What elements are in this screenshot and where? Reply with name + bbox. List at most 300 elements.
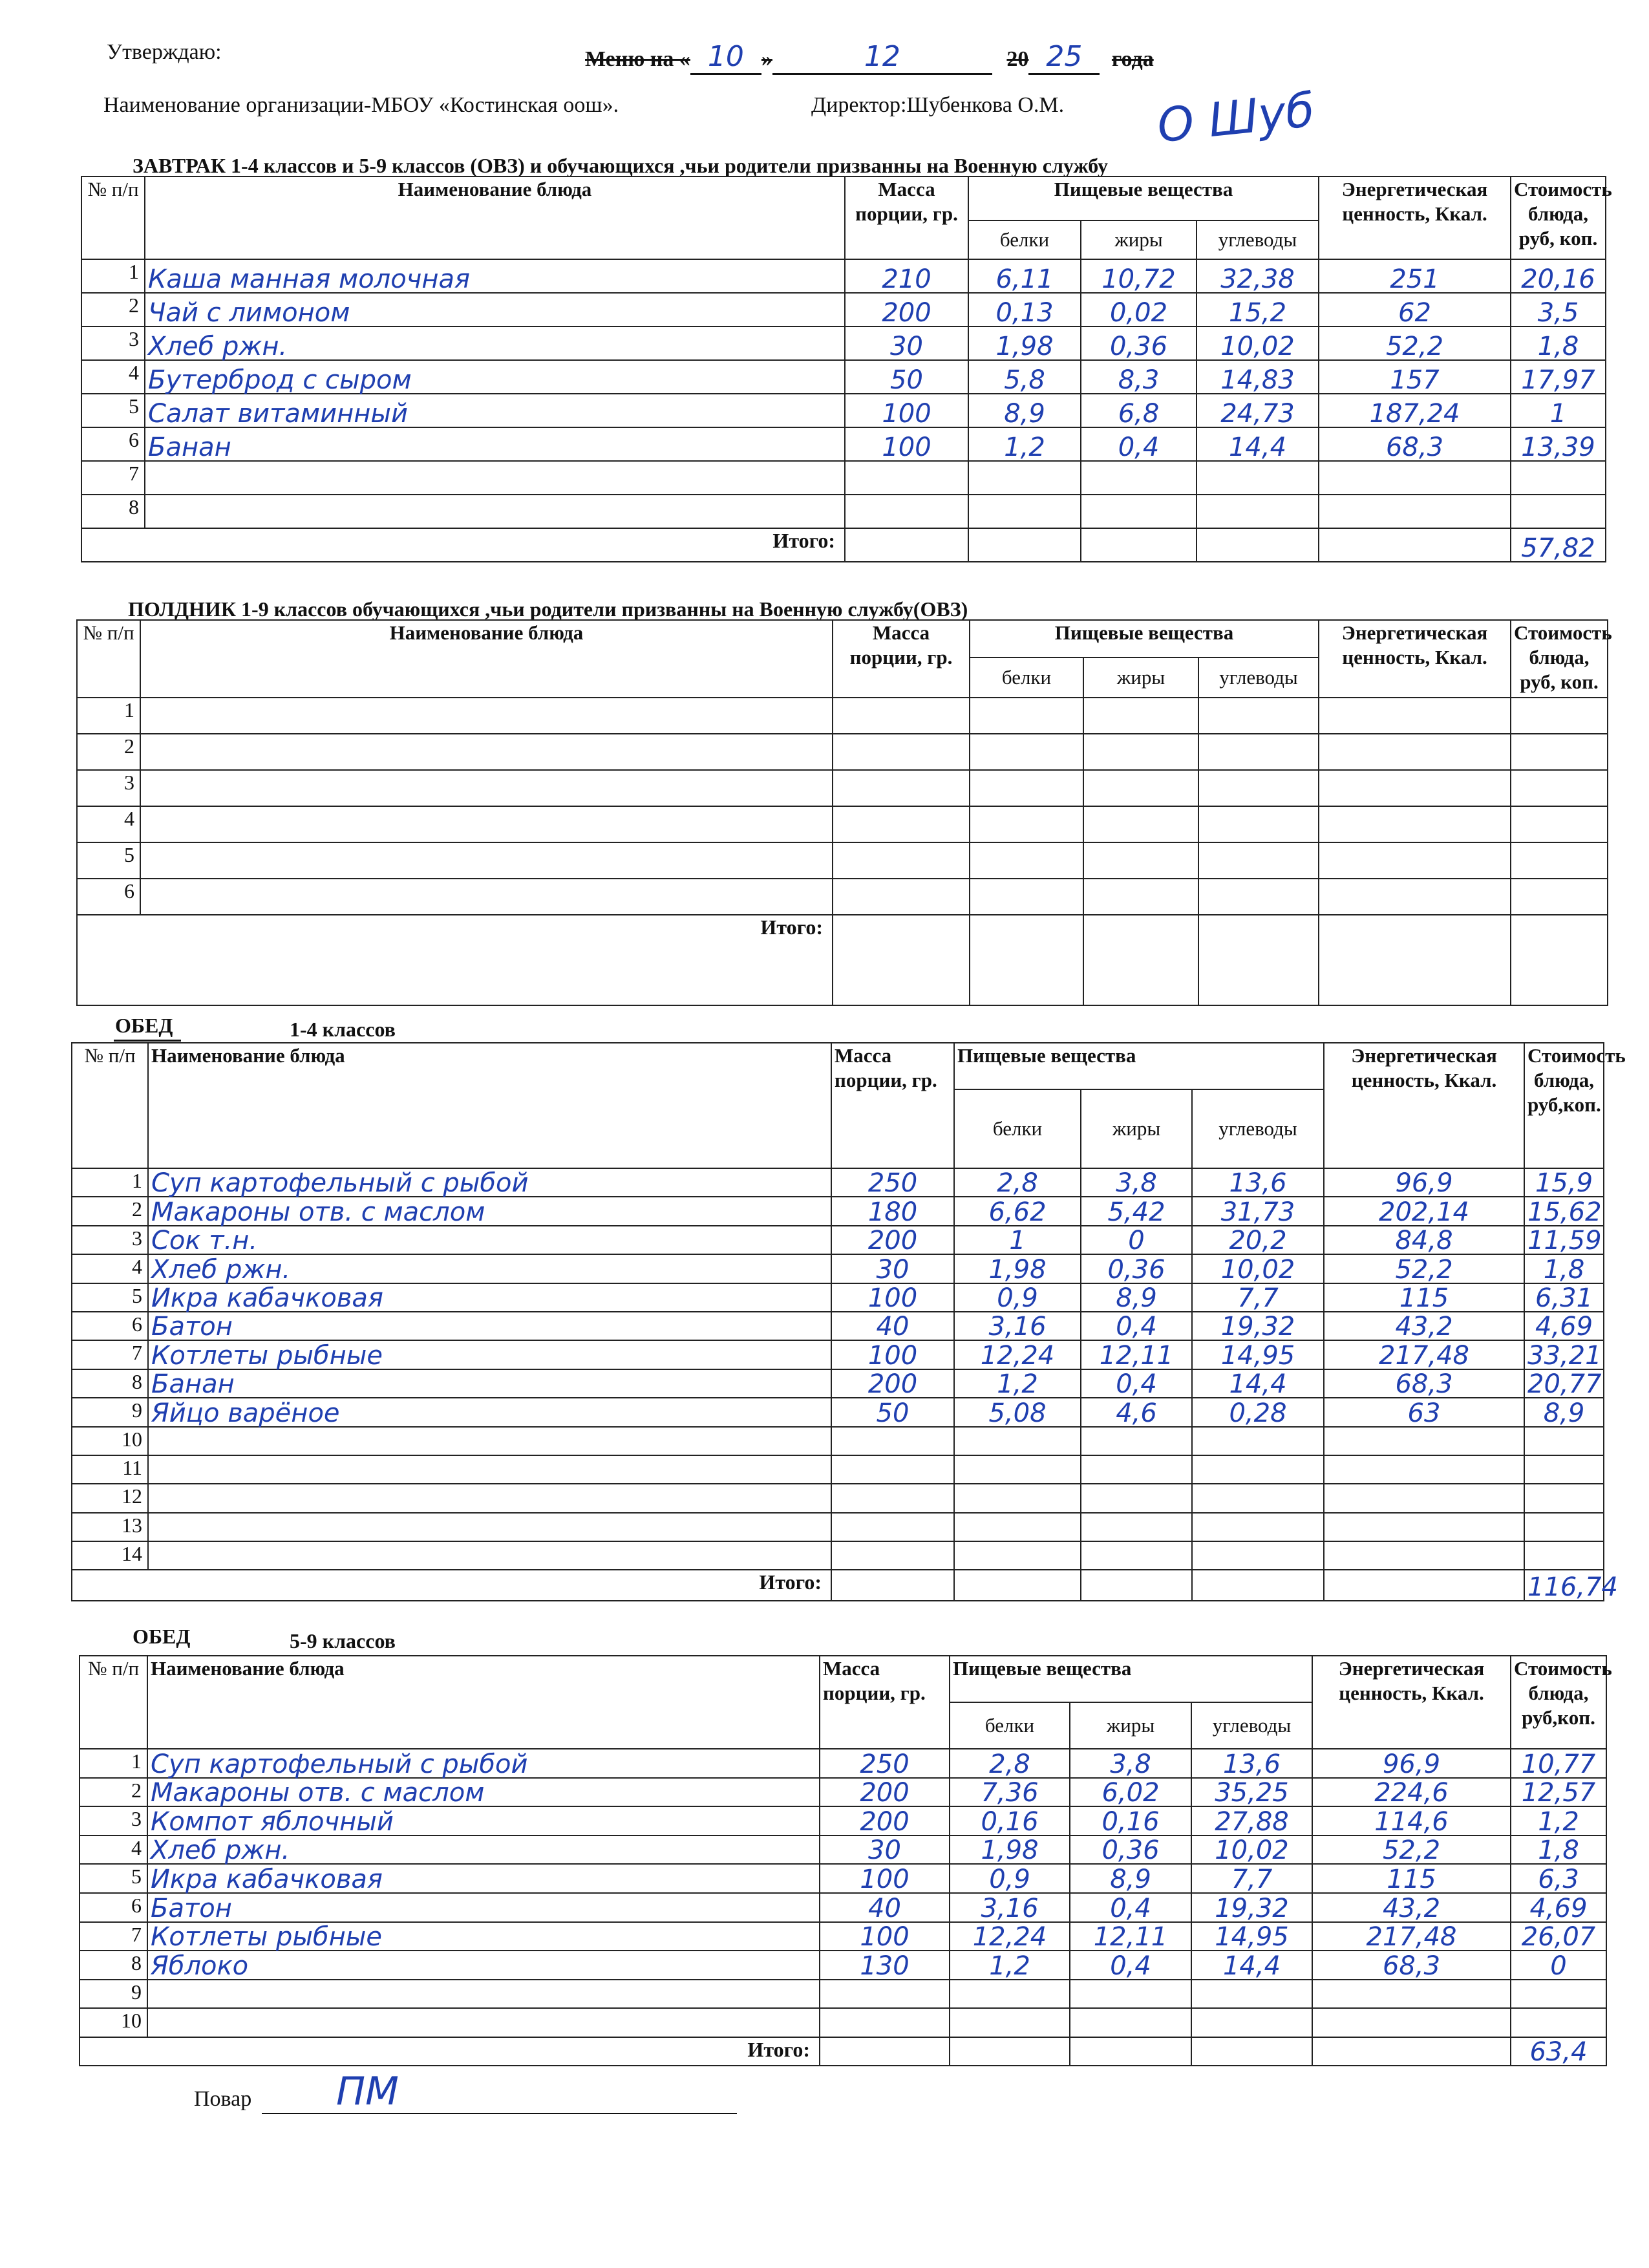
menu-date-line	[585, 40, 1154, 75]
dish-protein: 2,8	[950, 1749, 1070, 1778]
dish-fat	[1081, 1484, 1192, 1512]
dish-energy: 187,24	[1319, 394, 1511, 427]
total-label: Итого:	[72, 1570, 831, 1601]
row-num: 8	[81, 495, 145, 528]
dish-cost	[1524, 1541, 1604, 1570]
dish-mass	[833, 806, 970, 842]
dish-mass: 250	[820, 1749, 950, 1778]
row-num: 13	[72, 1513, 148, 1541]
col-energy: Энергетическая ценность, Ккал.	[1319, 620, 1511, 698]
dish-carbs: 13,6	[1192, 1168, 1324, 1197]
dish-energy: 43,2	[1312, 1893, 1511, 1922]
dish-fat: 12,11	[1081, 1340, 1192, 1369]
table-row	[72, 1340, 1604, 1369]
row-num: 2	[77, 734, 140, 770]
dish-protein	[950, 2008, 1070, 2037]
dish-name	[140, 842, 833, 879]
dish-name: Суп картофельный с рыбой	[147, 1749, 820, 1778]
col-carbs: углеводы	[1192, 1089, 1324, 1168]
dish-name: Хлеб ржн.	[145, 326, 845, 360]
dish-mass: 200	[831, 1369, 954, 1398]
col-cost: Стоимость блюда, руб,коп.	[1524, 1043, 1604, 1168]
row-num: 6	[80, 1893, 147, 1922]
row-num: 1	[80, 1749, 147, 1778]
dish-energy	[1324, 1427, 1524, 1455]
lunch14-table	[71, 1042, 1626, 1603]
dish-cost: 0	[1511, 1951, 1606, 1980]
dish-energy: 84,8	[1324, 1226, 1524, 1254]
col-name: Наименование блюда	[147, 1656, 820, 1749]
dish-fat: 6,8	[1081, 394, 1197, 427]
dish-mass	[833, 879, 970, 915]
table-row	[72, 1513, 1604, 1541]
dish-cost: 13,39	[1511, 427, 1606, 461]
dish-fat: 8,9	[1070, 1864, 1191, 1893]
lunch59-subtitle: 5-9 классов	[290, 1629, 396, 1653]
dish-carbs: 10,02	[1192, 1254, 1324, 1283]
col-mass: Масса порции, гр.	[833, 620, 970, 698]
col-energy: Энергетическая ценность, Ккал.	[1324, 1043, 1524, 1168]
dish-fat	[1083, 734, 1198, 770]
cook-label: Повар	[194, 2087, 252, 2111]
dish-fat: 0,36	[1081, 1254, 1192, 1283]
row-num: 5	[77, 842, 140, 879]
col-cost: Стоимость блюда, руб,коп.	[1511, 1656, 1606, 1749]
dish-protein: 1,2	[954, 1369, 1081, 1398]
table-row	[77, 842, 1608, 879]
col-fat: жиры	[1081, 220, 1197, 259]
dish-cost: 8,9	[1524, 1398, 1604, 1426]
dish-energy: 62	[1319, 293, 1511, 326]
dish-fat: 0,02	[1081, 293, 1197, 326]
dish-fat: 3,8	[1081, 1168, 1192, 1197]
table-row	[77, 734, 1608, 770]
dish-name: Макароны отв. с маслом	[148, 1197, 831, 1225]
table-row	[81, 259, 1606, 293]
dish-fat: 6,02	[1070, 1778, 1191, 1807]
row-num: 3	[77, 770, 140, 806]
table-row	[81, 427, 1606, 461]
dish-cost	[1511, 770, 1608, 806]
dish-mass: 30	[831, 1254, 954, 1283]
row-num: 10	[72, 1427, 148, 1455]
dish-fat: 0	[1081, 1226, 1192, 1254]
dish-fat	[1081, 1455, 1192, 1484]
dish-energy: 202,14	[1324, 1197, 1524, 1225]
col-num: № п/п	[72, 1043, 148, 1168]
dish-fat	[1083, 698, 1198, 734]
dish-cost: 33,21	[1524, 1340, 1604, 1369]
dish-cost: 17,97	[1511, 360, 1606, 394]
dish-energy	[1324, 1484, 1524, 1512]
dish-name	[145, 495, 845, 528]
dish-mass	[833, 698, 970, 734]
dish-mass: 210	[845, 259, 968, 293]
table-row	[72, 1197, 1604, 1225]
col-num: № п/п	[77, 620, 140, 698]
row-num: 4	[80, 1835, 147, 1865]
table-row	[72, 1226, 1604, 1254]
col-name: Наименование блюда	[145, 177, 845, 259]
dish-name	[147, 2008, 820, 2037]
dish-name	[140, 879, 833, 915]
col-mass: Масса порции, гр.	[831, 1043, 954, 1168]
dish-fat: 10,72	[1081, 259, 1197, 293]
dish-energy: 114,6	[1312, 1806, 1511, 1835]
dish-mass: 250	[831, 1168, 954, 1197]
dish-name	[140, 770, 833, 806]
dish-protein: 0,9	[954, 1283, 1081, 1312]
table-row	[77, 806, 1608, 842]
row-num: 2	[72, 1197, 148, 1225]
dish-protein: 1,2	[950, 1951, 1070, 1980]
dish-protein: 3,16	[950, 1893, 1070, 1922]
dish-cost	[1511, 879, 1608, 915]
row-num: 1	[77, 698, 140, 734]
dish-energy: 68,3	[1319, 427, 1511, 461]
dish-energy: 63	[1324, 1398, 1524, 1426]
col-carbs: углеводы	[1197, 220, 1319, 259]
director-label: Директор:Шубенкова О.М.	[811, 93, 1065, 117]
director-signature: О Шуб	[1154, 82, 1317, 153]
dish-fat	[1083, 770, 1198, 806]
dish-carbs: 14,95	[1192, 1340, 1324, 1369]
dish-cost: 20,16	[1511, 259, 1606, 293]
dish-mass	[845, 461, 968, 495]
dish-carbs	[1191, 1980, 1312, 2009]
dish-carbs	[1197, 495, 1319, 528]
dish-mass: 200	[820, 1778, 950, 1807]
col-fat: жиры	[1070, 1702, 1191, 1749]
table-row	[72, 1283, 1604, 1312]
dish-carbs: 20,2	[1192, 1226, 1324, 1254]
dish-name: Батон	[147, 1893, 820, 1922]
dish-fat	[1083, 842, 1198, 879]
dish-energy: 52,2	[1324, 1254, 1524, 1283]
col-cost: Стоимость блюда, руб, коп.	[1511, 177, 1606, 259]
col-energy: Энергетическая ценность, Ккал.	[1312, 1656, 1511, 1749]
dish-mass: 100	[820, 1922, 950, 1951]
dish-name	[147, 1980, 820, 2009]
dish-fat: 0,4	[1070, 1893, 1191, 1922]
dish-mass	[820, 2008, 950, 2037]
dish-mass	[831, 1455, 954, 1484]
dish-name: Икра кабачковая	[147, 1864, 820, 1893]
total-row	[81, 528, 1606, 562]
dish-cost	[1511, 495, 1606, 528]
dish-cost	[1524, 1484, 1604, 1512]
dish-carbs: 14,4	[1197, 427, 1319, 461]
dish-energy: 68,3	[1312, 1951, 1511, 1980]
dish-protein: 0,13	[968, 293, 1081, 326]
dish-mass: 100	[831, 1340, 954, 1369]
menu-year: 25	[1028, 40, 1100, 75]
table-row	[77, 879, 1608, 915]
dish-carbs	[1198, 842, 1319, 879]
dish-protein	[954, 1427, 1081, 1455]
total-cost: 57,82	[1511, 528, 1606, 562]
year-prefix: 20	[1006, 47, 1029, 71]
row-num: 9	[80, 1980, 147, 2009]
dish-carbs: 7,7	[1192, 1283, 1324, 1312]
dish-cost: 1,2	[1511, 1806, 1606, 1835]
dish-carbs: 0,28	[1192, 1398, 1324, 1426]
dish-cost: 1,8	[1524, 1254, 1604, 1283]
approve-label: Утверждаю:	[107, 40, 222, 64]
col-protein: белки	[968, 220, 1081, 259]
dish-protein: 5,8	[968, 360, 1081, 394]
dish-fat	[1081, 461, 1197, 495]
dish-cost: 6,31	[1524, 1283, 1604, 1312]
dish-mass: 180	[831, 1197, 954, 1225]
dish-protein	[970, 770, 1083, 806]
table-row	[81, 394, 1606, 427]
table-row	[81, 293, 1606, 326]
dish-protein	[970, 806, 1083, 842]
dish-cost: 1,8	[1511, 326, 1606, 360]
dish-name: Банан	[148, 1369, 831, 1398]
dish-cost: 15,9	[1524, 1168, 1604, 1197]
col-fat: жиры	[1083, 658, 1198, 698]
dish-cost: 3,5	[1511, 293, 1606, 326]
dish-mass: 50	[831, 1398, 954, 1426]
row-num: 3	[81, 326, 145, 360]
dish-carbs	[1192, 1455, 1324, 1484]
dish-mass: 30	[845, 326, 968, 360]
dish-carbs	[1192, 1541, 1324, 1570]
dish-energy: 43,2	[1324, 1312, 1524, 1340]
dish-protein: 3,16	[954, 1312, 1081, 1340]
dish-carbs	[1192, 1484, 1324, 1512]
lunch14-subtitle: 1-4 классов	[290, 1018, 396, 1041]
col-mass: Масса порции, гр.	[820, 1656, 950, 1749]
row-num: 5	[80, 1864, 147, 1893]
dish-cost	[1511, 2008, 1606, 2037]
lunch59-title: ОБЕД	[133, 1625, 191, 1648]
dish-cost	[1524, 1427, 1604, 1455]
dish-carbs: 24,73	[1197, 394, 1319, 427]
snack-title: ПОЛДНИК 1-9 классов обучающихся ,чьи родители призванны на Военную службу(ОВЗ)	[128, 597, 968, 621]
table-row	[80, 1951, 1606, 1980]
dish-energy	[1319, 842, 1511, 879]
dish-cost	[1511, 734, 1608, 770]
dish-energy	[1319, 806, 1511, 842]
col-nutrients: Пищевые вещества	[954, 1043, 1324, 1089]
dish-name: Котлеты рыбные	[147, 1922, 820, 1951]
col-nutrients: Пищевые вещества	[968, 177, 1319, 220]
dish-energy	[1312, 2008, 1511, 2037]
dish-fat: 0,4	[1070, 1951, 1191, 1980]
row-num: 1	[72, 1168, 148, 1197]
dish-name: Салат витаминный	[145, 394, 845, 427]
table-row	[80, 1806, 1606, 1835]
dish-fat: 0,4	[1081, 1312, 1192, 1340]
total-row	[72, 1570, 1604, 1601]
table-row	[80, 1749, 1606, 1778]
row-num: 6	[81, 427, 145, 461]
dish-energy: 52,2	[1312, 1835, 1511, 1865]
menu-day: 10	[690, 40, 761, 75]
dish-protein: 1,2	[968, 427, 1081, 461]
dish-fat: 0,36	[1081, 326, 1197, 360]
dish-name: Банан	[145, 427, 845, 461]
breakfast-title: ЗАВТРАК 1-4 классов и 5-9 классов (ОВЗ) и обучающихся ,чьи родители призванны на Военную службу	[133, 154, 1109, 177]
dish-name: Яйцо варёное	[148, 1398, 831, 1426]
col-cost: Стоимость блюда, руб, коп.	[1511, 620, 1608, 698]
dish-mass: 30	[820, 1835, 950, 1865]
dish-protein	[968, 461, 1081, 495]
dish-mass	[833, 842, 970, 879]
dish-fat: 0,36	[1070, 1835, 1191, 1865]
dish-energy: 115	[1312, 1864, 1511, 1893]
row-num: 8	[72, 1369, 148, 1398]
col-protein: белки	[954, 1089, 1081, 1168]
dish-mass: 200	[831, 1226, 954, 1254]
dish-carbs: 10,02	[1191, 1835, 1312, 1865]
dish-cost: 15,62	[1524, 1197, 1604, 1225]
dish-protein: 2,8	[954, 1168, 1081, 1197]
row-num: 4	[77, 806, 140, 842]
dish-cost: 6,3	[1511, 1864, 1606, 1893]
table-row	[80, 1922, 1606, 1951]
dish-name: Компот яблочный	[147, 1806, 820, 1835]
dish-name: Сок т.н.	[148, 1226, 831, 1254]
dish-carbs	[1192, 1427, 1324, 1455]
table-row	[77, 770, 1608, 806]
dish-protein	[950, 1980, 1070, 2009]
dish-name	[145, 461, 845, 495]
col-name: Наименование блюда	[140, 620, 833, 698]
dish-fat	[1081, 1541, 1192, 1570]
dish-energy	[1319, 461, 1511, 495]
col-protein: белки	[970, 658, 1083, 698]
dish-energy: 157	[1319, 360, 1511, 394]
col-num: № п/п	[81, 177, 145, 259]
row-num: 14	[72, 1541, 148, 1570]
org-name: Наименование организации-МБОУ «Костинская оош».	[103, 93, 619, 117]
dish-protein	[970, 842, 1083, 879]
table-row	[72, 1254, 1604, 1283]
total-cost: 63,4	[1511, 2037, 1606, 2066]
dish-protein	[954, 1513, 1081, 1541]
dish-cost	[1511, 806, 1608, 842]
dish-cost: 26,07	[1511, 1922, 1606, 1951]
dish-carbs: 7,7	[1191, 1864, 1312, 1893]
dish-fat	[1083, 879, 1198, 915]
dish-carbs	[1197, 461, 1319, 495]
dish-mass: 50	[845, 360, 968, 394]
dish-energy: 115	[1324, 1283, 1524, 1312]
dish-name: Макароны отв. с маслом	[147, 1778, 820, 1807]
dish-energy: 217,48	[1312, 1922, 1511, 1951]
dish-energy	[1324, 1455, 1524, 1484]
dish-carbs: 19,32	[1191, 1893, 1312, 1922]
dish-energy: 251	[1319, 259, 1511, 293]
dish-fat	[1081, 495, 1197, 528]
dish-name: Хлеб ржн.	[148, 1254, 831, 1283]
dish-carbs: 15,2	[1197, 293, 1319, 326]
dish-name	[148, 1541, 831, 1570]
dish-mass	[833, 734, 970, 770]
col-mass: Масса порции, гр.	[845, 177, 968, 259]
dish-fat: 8,3	[1081, 360, 1197, 394]
dish-name	[140, 734, 833, 770]
dish-name: Чай с лимоном	[145, 293, 845, 326]
dish-energy: 96,9	[1324, 1168, 1524, 1197]
row-num: 3	[72, 1226, 148, 1254]
dish-mass	[845, 495, 968, 528]
lunch59-table	[79, 1655, 1612, 2067]
dish-protein: 5,08	[954, 1398, 1081, 1426]
col-fat: жиры	[1081, 1089, 1192, 1168]
dish-protein: 1,98	[968, 326, 1081, 360]
dish-energy: 96,9	[1312, 1749, 1511, 1778]
dish-protein: 7,36	[950, 1778, 1070, 1807]
row-num: 10	[80, 2008, 147, 2037]
dish-fat: 0,4	[1081, 1369, 1192, 1398]
dish-mass: 130	[820, 1951, 950, 1980]
dish-fat: 12,11	[1070, 1922, 1191, 1951]
table-row	[72, 1484, 1604, 1512]
dish-mass: 100	[820, 1864, 950, 1893]
dish-fat	[1070, 1980, 1191, 2009]
dish-protein	[970, 734, 1083, 770]
dish-carbs: 32,38	[1197, 259, 1319, 293]
dish-carbs: 10,02	[1197, 326, 1319, 360]
dish-energy: 68,3	[1324, 1369, 1524, 1398]
dish-fat	[1083, 806, 1198, 842]
dish-cost	[1511, 698, 1608, 734]
dish-carbs: 31,73	[1192, 1197, 1324, 1225]
row-num: 12	[72, 1484, 148, 1512]
dish-energy	[1319, 698, 1511, 734]
total-label: Итого:	[80, 2037, 820, 2066]
dish-fat: 3,8	[1070, 1749, 1191, 1778]
table-row	[80, 1864, 1606, 1893]
dish-mass	[831, 1541, 954, 1570]
table-row	[81, 360, 1606, 394]
dish-energy: 224,6	[1312, 1778, 1511, 1807]
menu-prefix: Меню на «	[585, 47, 690, 71]
dish-cost: 4,69	[1524, 1312, 1604, 1340]
dish-cost: 4,69	[1511, 1893, 1606, 1922]
col-nutrients: Пищевые вещества	[950, 1656, 1312, 1702]
row-num: 6	[72, 1312, 148, 1340]
dish-energy	[1324, 1541, 1524, 1570]
dish-name	[148, 1484, 831, 1512]
dish-cost	[1511, 1980, 1606, 2009]
table-row	[72, 1541, 1604, 1570]
col-name: Наименование блюда	[148, 1043, 831, 1168]
dish-mass: 200	[845, 293, 968, 326]
dish-protein	[970, 698, 1083, 734]
dish-protein: 6,11	[968, 259, 1081, 293]
dish-protein	[954, 1541, 1081, 1570]
table-row	[80, 1980, 1606, 2009]
table-row	[81, 326, 1606, 360]
dish-cost: 20,77	[1524, 1369, 1604, 1398]
row-num: 3	[80, 1806, 147, 1835]
dish-protein: 0,9	[950, 1864, 1070, 1893]
row-num: 2	[81, 293, 145, 326]
col-num: № п/п	[80, 1656, 147, 1749]
dish-carbs: 14,83	[1197, 360, 1319, 394]
dish-protein: 1,98	[954, 1254, 1081, 1283]
total-cost: 116,74	[1524, 1570, 1604, 1601]
table-row	[77, 698, 1608, 734]
row-num: 9	[72, 1398, 148, 1426]
dish-carbs: 19,32	[1192, 1312, 1324, 1340]
